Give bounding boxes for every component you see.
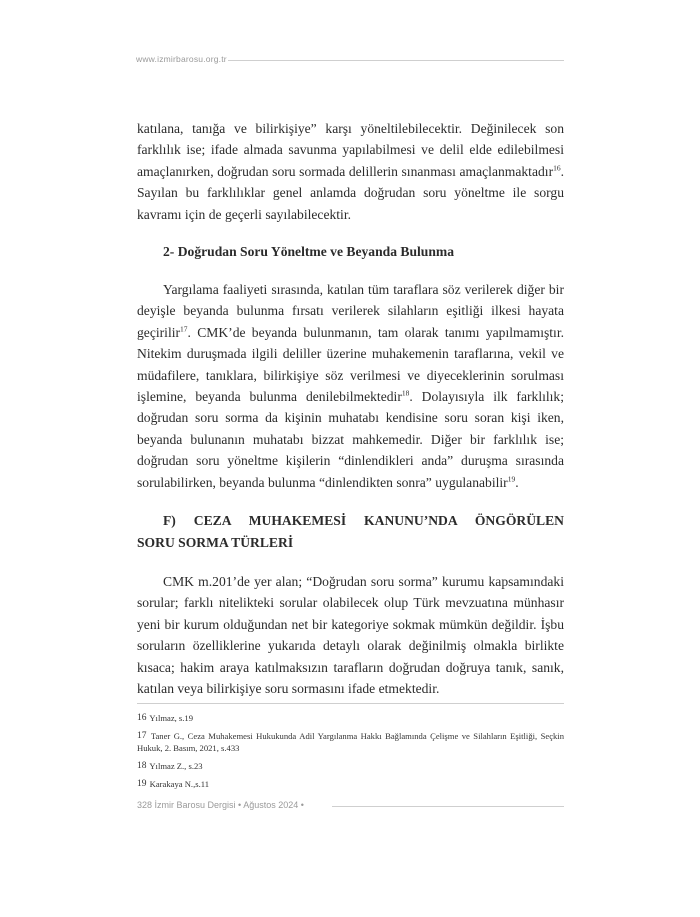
subheading-2: 2- Doğrudan Soru Yöneltme ve Beyanda Bulunma xyxy=(163,244,455,260)
main-content xyxy=(137,118,564,699)
footnote-number: 16 xyxy=(137,713,147,723)
footnote-text: Karakaya N.,s.11 xyxy=(149,779,209,789)
paragraph-2-text-d: . xyxy=(515,474,519,490)
footnote-rule xyxy=(137,703,564,704)
footnote-18 xyxy=(137,760,564,772)
paragraph-2-text-b: . CMK’de beyanda bulunmanın, tam olarak tanımı yapılmamıştır. Nitekim duruşmada ilgili deliller üzerine muhakemenin taraflarına, vekil ve müdafilere, tanıklara, bilirkişiye söz verilmesi ve diyeceklerinin sorulması işlemine, beyanda bulunma denilebilmektedir xyxy=(137,324,564,405)
footnotes xyxy=(137,712,564,796)
footnote-text: Yılmaz, s.19 xyxy=(149,713,194,723)
footnote-text: Yılmaz Z., s.23 xyxy=(149,761,203,771)
paragraph-1-end: . Sayılan bu farklılıklar genel anlamda doğrudan soru yöneltme ile sorgu kavramı için de geçerli sayılabilecektir. xyxy=(137,163,564,222)
footnote-ref-16: 16 xyxy=(553,163,561,173)
header-rule xyxy=(228,60,564,61)
footnote-16 xyxy=(137,712,564,724)
footnote-ref-17: 17 xyxy=(180,324,188,334)
paragraph-1 xyxy=(137,118,564,225)
footnote-number: 17 xyxy=(137,731,147,741)
footnote-17 xyxy=(137,730,564,754)
paragraph-2-text-a: Yargılama faaliyeti sırasında, katılan tüm taraflara söz verilerek diğer bir deyişle beyanda bulunma fırsatı verilerek silahların eşitliği ilkesi hayata geçirilir xyxy=(137,282,564,340)
footnote-19 xyxy=(137,778,564,790)
footnote-ref-18: 18 xyxy=(401,388,410,398)
paragraph-2 xyxy=(137,279,564,493)
paragraph-2-text-c: . Dolayısıyla ilk farklılık; doğrudan soru sorma da kişinin muhatabı kendisine soru soran kişi iken, beyanda bulunanın muhatabı bizzat mahkemedir. Diğer bir farklılık ise; doğrudan soru yöneltme kişilerin “dinlendikleri anda” duruşma sırasında sorulabilirken, beyanda bulunma “dinlendikten sonra” uygulanabilir xyxy=(137,389,564,490)
footnote-number: 18 xyxy=(137,761,147,771)
footnote-number: 19 xyxy=(137,779,147,789)
footnote-ref-19: 19 xyxy=(507,474,516,484)
section-heading-line-1: F) CEZA MUHAKEMESİ KANUNU’NDA ÖNGÖRÜLEN xyxy=(163,513,564,529)
section-heading-line-2: SORU SORMA TÜRLERİ xyxy=(137,534,294,550)
footer-rule xyxy=(332,806,564,807)
page-footer: 328 İzmir Barosu Dergisi • Ağustos 2024 • xyxy=(137,800,304,810)
section-heading xyxy=(137,510,564,553)
footnote-text: Taner G., Ceza Muhakemesi Hukukunda Adil Yargılanma Hakkı Bağlamında Çelişme ve Silahların Eşitliği, Seçkin Hukuk, 2. Basım, 2021, s.433 xyxy=(137,731,564,753)
paragraph-3: CMK m.201’de yer alan; “Doğrudan soru sorma” kurumu kapsamındaki sorular; farklı nitelikteki sorular olabilecek olup Türk mevzuatına münhasır yeni bir kurum olduğundan net bir kategoriye sokmak mümkün değildir. İşbu soruların özelliklerine yukarıda detaylı olarak değinilmiş olmakla birlikte kısaca; hakim araya katılmaksızın tarafların doğrudan doğruya tanık, sanık, katılan veya bilirkişiye soru sormasını ifade etmektedir. xyxy=(137,573,564,696)
header-url: www.izmirbarosu.org.tr xyxy=(136,54,227,64)
paragraph-1-text: katılana, tanığa ve bilirkişiye” karşı yöneltilebilecektir. Değinilecek son farklılık ise; ifade almada savunma yapılabilmesi ve delil elde edilebilmesi amaçlanırken, doğrudan soru sormada delillerin sınanması amaçlanmaktadır xyxy=(137,121,564,179)
